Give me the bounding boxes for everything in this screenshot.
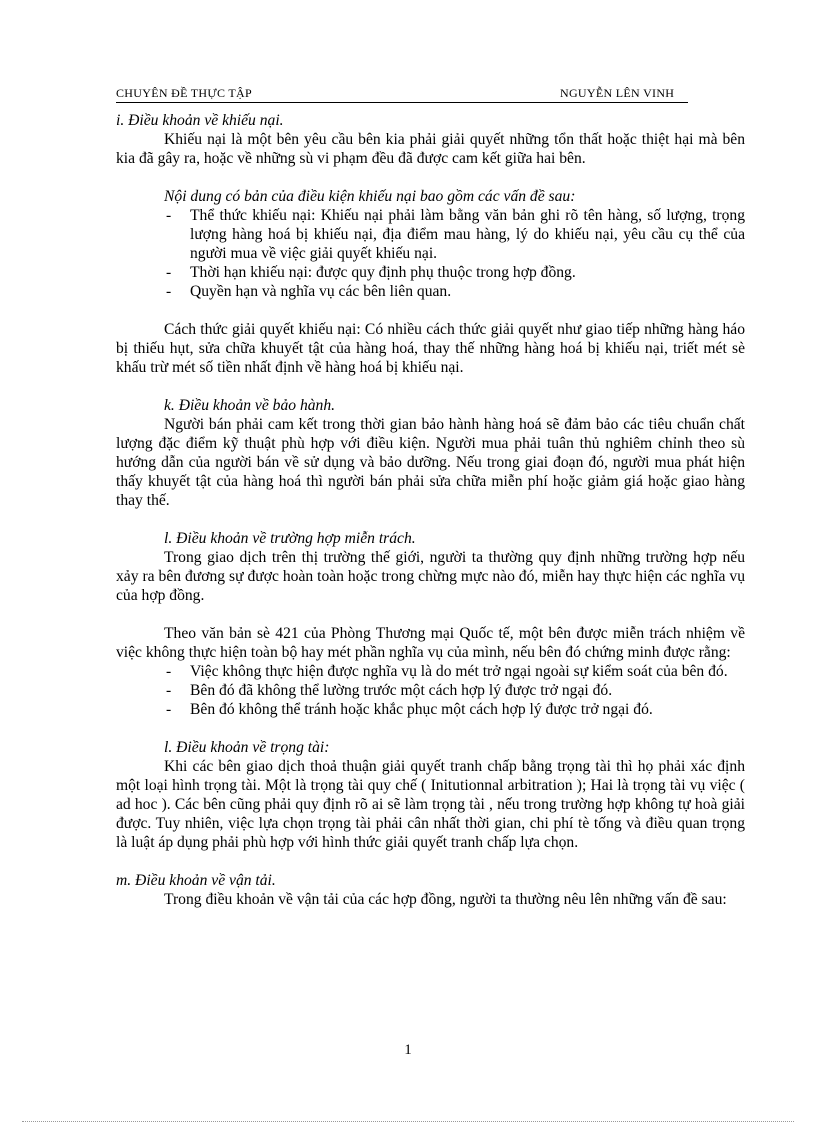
dash-marker: - bbox=[166, 207, 172, 224]
list-item: - Thời hạn khiếu nại: được quy định phụ thuộc trong hợp đồng. bbox=[166, 264, 576, 281]
paragraph: Cách thức giải quyết khiếu nại: Có nhiều cách thức giải quyết như giao tiếp những hàng háo bị thiếu hụt, sửa chữa khuyết tật của hàng hoá, thay thế những hàng hoá bị khiếu nại, triết mét sè khấu trừ mét số tiền nhất định về hàng hoá bị khiếu nại. bbox=[116, 321, 745, 376]
section-heading-complaints: i. Điều khoản về khiếu nại. bbox=[116, 112, 284, 129]
page-number: 1 bbox=[404, 1042, 412, 1058]
header-title: CHUYÊN ĐỀ THỰC TẬP bbox=[116, 86, 252, 100]
dash-marker: - bbox=[166, 701, 172, 718]
list-item: - Bên đó đã không thể lường trước một cách hợp lý được trở ngại đó. bbox=[166, 682, 613, 699]
paragraph: Trong điều khoản về vận tải của các hợp đồng, người ta thường nêu lên những vấn đề sau: bbox=[164, 891, 727, 908]
bullet-list bbox=[116, 206, 745, 301]
section-heading-arbitration: l. Điều khoản về trọng tài: bbox=[164, 739, 330, 756]
dash-marker: - bbox=[166, 663, 172, 680]
dash-marker: - bbox=[166, 283, 172, 300]
paragraph: Theo văn bản sè 421 của Phòng Thương mại Quốc tế, một bên được miễn trách nhiệm về việc không thực hiện toàn bộ hay mét phần nghĩa vụ của mình, nếu bên đó chứng minh được rằng: bbox=[116, 625, 745, 661]
list-item: - Thể thức khiếu nại: Khiếu nại phải làm bằng văn bản ghi rõ tên hàng, số lượng, trọng lượng hàng hoá bị khiếu nại, địa điểm mau hàng, lý do khiếu nại, yêu cầu cụ thể của người mua về việc giải quyết khiếu nại. bbox=[166, 207, 745, 262]
section-heading-warranty: k. Điều khoản về bảo hành. bbox=[164, 397, 336, 414]
section-heading-transport: m. Điều khoản về vận tải. bbox=[116, 872, 276, 889]
bullet-list bbox=[116, 662, 745, 719]
paragraph: Người bán phải cam kết trong thời gian bảo hành hàng hoá sẽ đảm bảo các tiêu chuẩn chất lượng đặc điểm kỹ thuật phù hợp với điều kiện. Người mua phải tuân thủ nghiêm chỉnh theo sù hướng dẫn của người bán về sử dụng và bảo dưỡng. Nếu trong giai đoạn đó, người mua phát hiện thấy khuyết tật của hàng hoá thì người bán phải sửa chữa miễn phí hoặc giảm giá hoặc giao hàng thay thế. bbox=[116, 416, 745, 509]
document-body bbox=[116, 111, 745, 909]
page-header bbox=[116, 86, 688, 103]
header-author: NGUYỄN LÊN VINH bbox=[560, 86, 675, 100]
dash-marker: - bbox=[166, 682, 172, 699]
paragraph: Trong giao dịch trên thị trường thế giới, người ta thường quy định những trường hợp nếu xảy ra bên đương sự được hoàn toàn hoặc trong chừng mực nào đó, miễn hay thực hiện các nghĩa vụ của hợp đồng. bbox=[116, 549, 745, 604]
list-item: - Bên đó không thể tránh hoặc khắc phục một cách hợp lý được trở ngại đó. bbox=[166, 701, 653, 718]
paragraph: Khi các bên giao dịch thoả thuận giải quyết tranh chấp bằng trọng tài thì họ phải xác định một loại hình trọng tài. Một là trọng tài quy chế ( Initutionnal arbitration ); Hai là trọng tài vụ việc ( ad hoc ). Các bên cũng phải quy định rõ ai sẽ làm trọng tài , nếu trong trường hợp không tự hoà giải được. Tuy nhiên, việc lựa chọn trọng tài phải cân nhất thời gian, chi phí tè tống và điều quan trọng là luật áp dụng phải phù hợp với hình thức giải quyết tranh chấp lựa chọn. bbox=[116, 758, 745, 851]
dash-marker: - bbox=[166, 264, 172, 281]
list-item: - Việc không thực hiện được nghĩa vụ là do mét trở ngại ngoài sự kiểm soát của bên đó. bbox=[166, 663, 728, 680]
page-bottom-border bbox=[22, 1121, 794, 1122]
paragraph: Khiếu nại là một bên yêu cầu bên kia phải giải quyết những tổn thất hoặc thiệt hại mà bên kia đã gây ra, hoặc về những sù vi phạm đều đã được cam kết giữa hai bên. bbox=[116, 131, 745, 167]
subheading-complaint-content: Nội dung có bản của điều kiện khiếu nại bao gồm các vấn đề sau: bbox=[164, 188, 576, 205]
list-item: - Quyền hạn và nghĩa vụ các bên liên quan. bbox=[166, 283, 452, 300]
section-heading-exemption: l. Điều khoản về trường hợp miễn trách. bbox=[164, 530, 416, 547]
